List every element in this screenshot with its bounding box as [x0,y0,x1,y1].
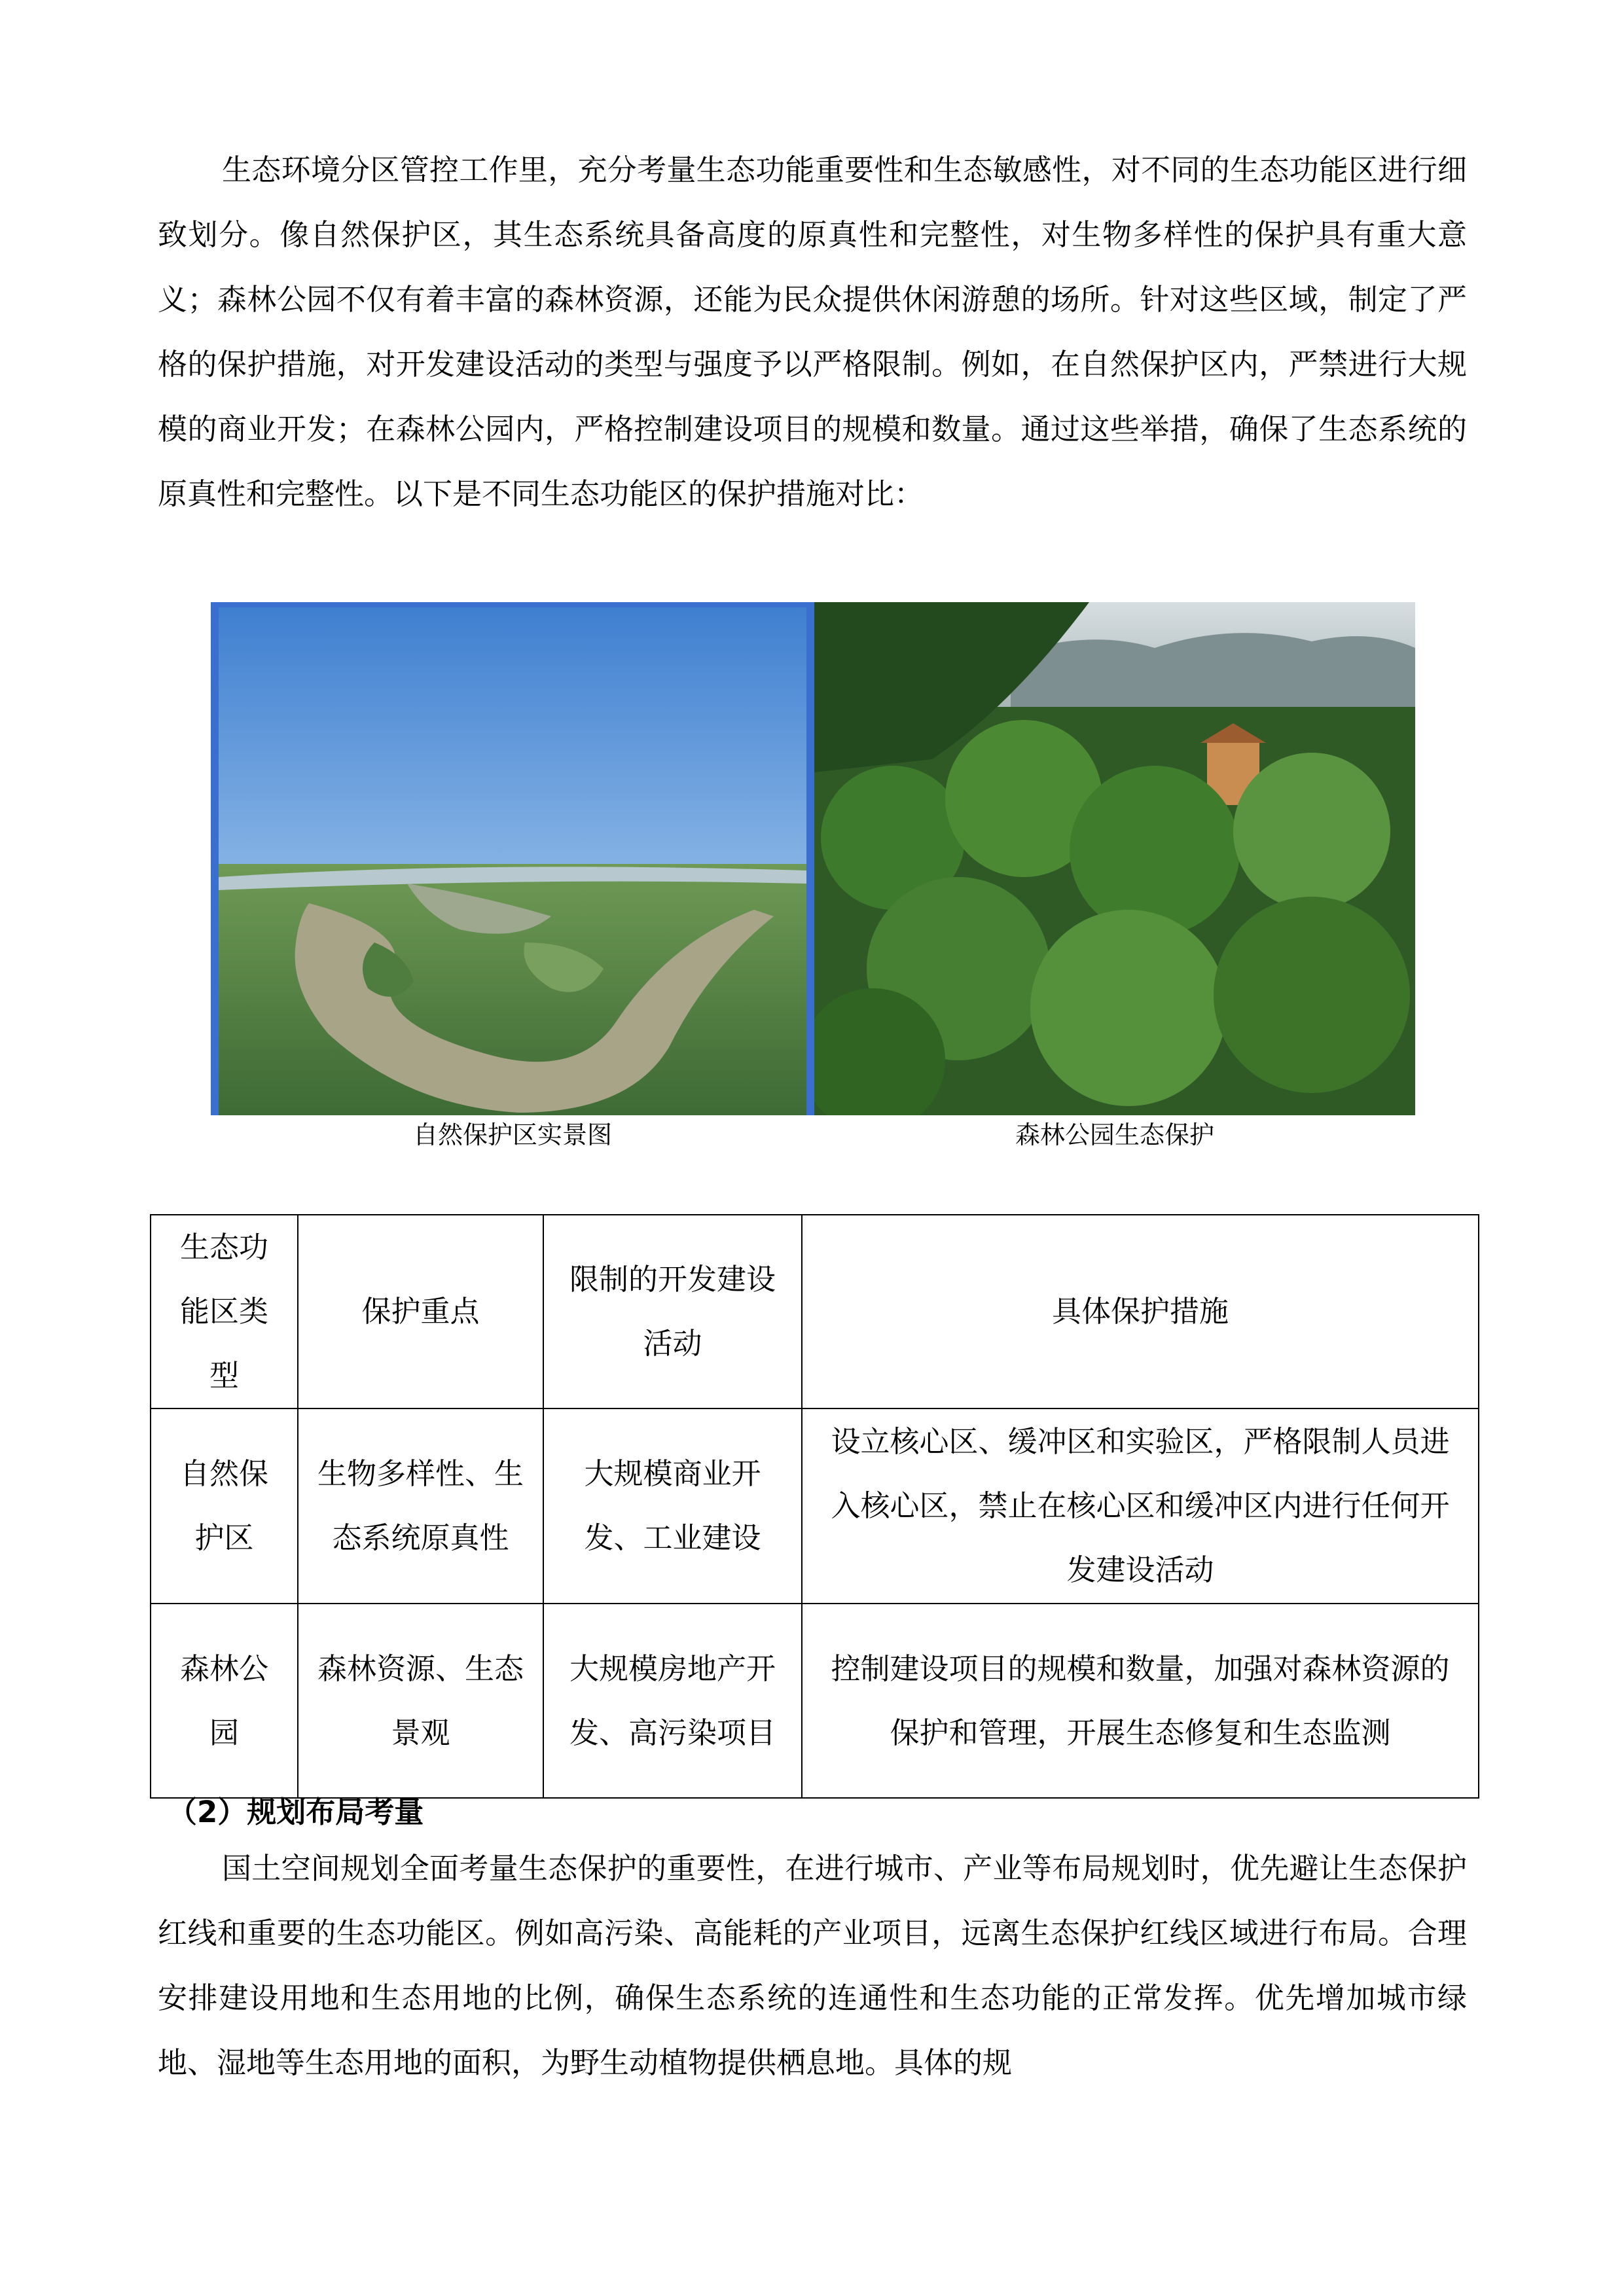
photo-figure [211,602,1415,1115]
intro-paragraph: 生态环境分区管控工作里，充分考量生态功能重要性和生态敏感性，对不同的生态功能区进行细致划分。像自然保护区，其生态系统具备高度的原真性和完整性，对生物多样性的保护具有重大意义；森林公园不仅有着丰富的森林资源，还能为民众提供休闲游憩的场所。针对这些区域，制定了严格的保护措施，对开发建设活动的类型与强度予以严格限制。例如，在自然保护区内，严禁进行大规模的商业开发；在森林公园内，严格控制建设项目的规模和数量。通过这些举措，确保了生态系统的原真性和完整性。以下是不同生态功能区的保护措施对比： [158,152,1467,511]
table-cell: 大规模商业开发、工业建设 [543,1408,802,1604]
nature-reserve-photo [211,602,814,1115]
table-cell: 大规模房地产开发、高污染项目 [543,1604,802,1798]
protection-comparison-table [150,1214,1479,1799]
table-row [151,1408,1479,1604]
table-header-row [151,1215,1479,1408]
table-cell: 森林资源、生态景观 [298,1604,543,1798]
forest-park-photo [814,602,1415,1115]
table-cell: 森林公园 [151,1604,298,1798]
table-cell: 控制建设项目的规模和数量，加强对森林资源的保护和管理，开展生态修复和生态监测 [802,1604,1479,1798]
table-cell: 设立核心区、缓冲区和实验区，严格限制人员进入核心区，禁止在核心区和缓冲区内进行任何开发建设活动 [802,1408,1479,1604]
table-row [151,1604,1479,1798]
section-heading: （2）规划布局考量 [168,1795,424,1829]
table-header-cell: 生态功能区类型 [151,1215,298,1408]
left-photo-caption: 自然保护区实景图 [412,1121,612,1149]
layout-paragraph: 国土空间规划全面考量生态保护的重要性，在进行城市、产业等布局规划时，优先避让生态保护红线和重要的生态功能区。例如高污染、高能耗的产业项目，远离生态保护红线区域进行布局。合理安排建设用地和生态用地的比例，确保生态系统的连通性和生态功能的正常发挥。优先增加城市绿地、湿地等生态用地的面积，为野生动植物提供栖息地。具体的规 [158,1851,1467,2080]
right-photo-caption: 森林公园生态保护 [1015,1121,1214,1149]
table-cell: 生物多样性、生态系统原真性 [298,1408,543,1604]
table-header-cell: 限制的开发建设活动 [543,1215,802,1408]
table-header-cell: 具体保护措施 [802,1215,1479,1408]
table-cell: 自然保护区 [151,1408,298,1604]
table-header-cell: 保护重点 [298,1215,543,1408]
